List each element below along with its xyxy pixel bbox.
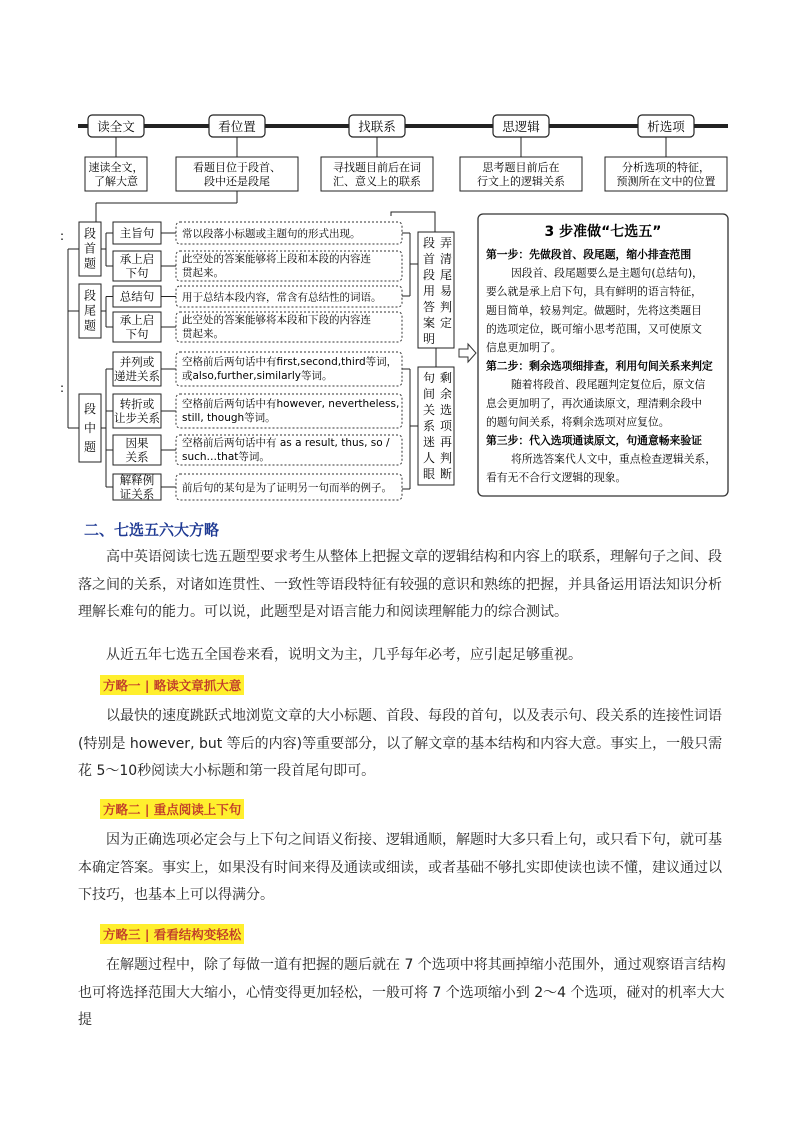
row-desc-line: such…that等词。 bbox=[182, 451, 270, 463]
panel-line: 看有无不合行文逻辑的现象。 bbox=[486, 471, 627, 485]
row-label: 并列或 bbox=[119, 355, 155, 369]
side-note-char: 选 bbox=[439, 403, 453, 417]
group-label-char: 段 bbox=[83, 226, 97, 241]
margin-mark: : bbox=[60, 381, 65, 395]
group-label-char: 题 bbox=[83, 256, 97, 271]
row-label: 递进关系 bbox=[114, 369, 160, 383]
arrow-icon bbox=[459, 344, 476, 362]
row-label: 总结句 bbox=[119, 289, 155, 304]
group-label-char: 中 bbox=[83, 420, 97, 435]
step-desc-line: 了解大意 bbox=[94, 175, 138, 188]
row-desc-line: 贯起来。 bbox=[182, 267, 224, 279]
panel-line: 第一步：先做段首、段尾题，缩小排查范围 bbox=[486, 248, 692, 261]
panel-line: 因段首、段尾题要么是主题句(总结句)， bbox=[511, 266, 703, 280]
side-note-char: 间 bbox=[422, 387, 436, 401]
group-label-char: 首 bbox=[83, 241, 97, 256]
group-label-char: 段 bbox=[83, 402, 97, 416]
step-label: 读全文 bbox=[97, 119, 135, 134]
panel-line: 题目简单，较易判定。做题时，先将这类题目 bbox=[486, 303, 702, 317]
row-desc-line: 此空处的答案能够将上段和本段的内容连 bbox=[182, 253, 371, 265]
panel-line: 息会更加明了，再次通读原文，理清剩余段中 bbox=[486, 396, 702, 410]
panel-line: 的题句间关系，将剩余选项对应复位。 bbox=[486, 415, 670, 429]
row-desc-line: 此空处的答案能够将本段和下段的内容连 bbox=[182, 314, 371, 326]
row-label: 让步关系 bbox=[114, 411, 160, 425]
panel-line: 将所选答案代人文中，重点检查逻辑关系， bbox=[511, 452, 717, 466]
panel-line: 随着将段首、段尾题判定复位后，原文信 bbox=[511, 378, 706, 392]
side-note-char: 弄 bbox=[439, 236, 453, 250]
row-label: 转折或 bbox=[119, 397, 155, 411]
side-note-char: 项 bbox=[439, 419, 453, 433]
step-desc-line: 预测所在文中的位置 bbox=[616, 175, 716, 188]
row-label: 因果 bbox=[125, 436, 149, 450]
step-desc-line: 寻找题目前后在词 bbox=[333, 161, 421, 174]
strategy-text: 因为正确选项必定会与上下句之间语义衔接、逻辑通顺，解题时大多只看上句，或只看下句，就可基本确定答案。事实上，如果没有时间来得及通读或细读，或者基础不够扎实即使读也读不懂，建议通过以下技巧，也基本上可以得满分。 bbox=[78, 832, 722, 903]
group-label-char: 题 bbox=[83, 439, 97, 454]
side-note-char: 用 bbox=[422, 284, 436, 298]
side-note-char: 系 bbox=[422, 419, 436, 433]
side-note-char: 剩 bbox=[439, 371, 453, 385]
strategy-text: 以最快的速度跳跃式地浏览文章的大小标题、首段、每段的首句，以及表示句、段关系的连接性词语(特别是 however, but 等后的内容)等重要部分，以了解文章的基本结构和内容大意。事实上，一般只需花 5～10秒阅读大小标题和第一段首尾句即可。 bbox=[78, 708, 723, 779]
step-desc-line: 行文上的逻辑关系 bbox=[477, 175, 565, 188]
intro-paragraph: 从近五年七选五全国卷来看，说明文为主，几乎每年必考，应引起足够重视。 bbox=[106, 647, 582, 663]
side-note-char: 段 bbox=[422, 236, 436, 250]
side-note-char: 答 bbox=[422, 300, 436, 314]
row-desc-line: 用于总结本段内容，常含有总结性的词语。 bbox=[182, 291, 382, 304]
side-note-char: 首 bbox=[422, 252, 436, 266]
side-note-char: 余 bbox=[439, 387, 453, 401]
step-desc-line: 段中还是段尾 bbox=[204, 175, 270, 188]
row-label: 关系 bbox=[125, 450, 149, 464]
side-note-char: 尾 bbox=[439, 268, 453, 282]
strategy-text: 在解题过程中，除了每做一道有把握的题后就在 7 个选项中将其画掉缩小范围外，通过观察语言结构也可将选择范围大大缩小，心情变得更加轻松，一般可将 7 个选项缩小到 2～4 个选项，碰对的机率大大提 bbox=[78, 957, 726, 1028]
side-note-char: 明 bbox=[422, 332, 436, 346]
panel-line: 的选项定位，既可缩小思考范围，又可使原文 bbox=[486, 322, 702, 336]
panel-line: 信息更加明了。 bbox=[486, 341, 562, 354]
step-label: 思逻辑 bbox=[502, 119, 540, 134]
group-label-char: 段 bbox=[83, 288, 97, 303]
step-desc-line: 速读全文， bbox=[88, 161, 144, 174]
side-note-char: 人 bbox=[422, 451, 436, 465]
strategy-title: 方略二 | 重点阅读上下句 bbox=[100, 799, 244, 819]
panel-line: 第二步：剩余选项细排查，利用句间关系来判定 bbox=[486, 359, 713, 373]
step-desc-line: 看题目位于段首、 bbox=[193, 161, 281, 174]
side-note-char: 迷 bbox=[422, 435, 436, 449]
panel-line: 第三步：代入选项通读原文，句通意畅来验证 bbox=[486, 434, 702, 447]
step-desc-line: 分析选项的特征， bbox=[622, 161, 710, 174]
row-desc-line: 贯起来。 bbox=[182, 328, 224, 340]
step-label: 析选项 bbox=[647, 119, 685, 134]
strategy-title: 方略三 | 看看结构变轻松 bbox=[100, 924, 244, 944]
row-label: 主旨句 bbox=[119, 226, 155, 240]
row-label: 解释例 bbox=[119, 473, 155, 487]
side-note-char: 断 bbox=[439, 467, 453, 481]
side-note-char: 清 bbox=[439, 252, 453, 266]
row-desc-line: 或also,further,similarly等词。 bbox=[182, 370, 333, 382]
side-note-char: 句 bbox=[422, 371, 436, 385]
strategy-title: 方略一 | 略读文章抓大意 bbox=[100, 675, 244, 695]
side-note-char: 易 bbox=[439, 284, 453, 298]
row-label: 承上启 bbox=[119, 252, 155, 266]
side-note-char: 再 bbox=[439, 435, 453, 449]
group-label-char: 题 bbox=[83, 318, 97, 333]
section-title: 二、七选五六大方略 bbox=[84, 521, 220, 539]
side-note-char: 关 bbox=[422, 403, 436, 417]
side-note-char: 判 bbox=[439, 300, 453, 314]
side-note-char: 判 bbox=[439, 451, 453, 465]
row-label: 下句 bbox=[125, 266, 149, 280]
step-desc-line: 思考题目前后在 bbox=[482, 161, 560, 174]
panel-line: 要么就是承上启下句，具有鲜明的语言特征， bbox=[486, 285, 702, 299]
row-desc-line: 空格前后两句话中有 as a result, thus, so / bbox=[182, 437, 390, 449]
group-label-char: 尾 bbox=[83, 303, 97, 318]
side-note-char: 定 bbox=[439, 316, 453, 330]
strategy-diagram bbox=[0, 0, 794, 500]
panel-title: 3 步准做“七选五” bbox=[544, 224, 662, 240]
step-label: 找联系 bbox=[358, 119, 396, 134]
row-desc-line: 空格前后两句话中有first,second,third等词， bbox=[182, 356, 398, 368]
row-desc-line: 常以段落小标题或主题句的形式出现。 bbox=[182, 228, 361, 240]
row-label: 证关系 bbox=[119, 487, 155, 501]
row-desc-line: still, though等词。 bbox=[182, 412, 276, 424]
row-label: 承上启 bbox=[119, 313, 155, 327]
intro-paragraph: 高中英语阅读七选五题型要求考生从整体上把握文章的逻辑结构和内容上的联系，理解句子之间、段落之间的关系，对诸如连贯性、一致性等语段特征有较强的意识和熟练的把握，并具备运用语法知识分析理解长难句的能力。可以说，此题型是对语言能力和阅读理解能力的综合测试。 bbox=[78, 549, 722, 620]
row-desc-line: 空格前后两句话中有however, nevertheless, bbox=[182, 398, 400, 410]
side-note-char: 眼 bbox=[422, 467, 436, 481]
margin-mark: : bbox=[60, 229, 65, 243]
row-desc-line: 前后句的某句是为了证明另一句而举的例子。 bbox=[182, 482, 392, 494]
row-label: 下句 bbox=[125, 327, 149, 341]
side-note-char: 段 bbox=[422, 268, 436, 282]
step-label: 看位置 bbox=[218, 119, 256, 134]
side-note-char: 案 bbox=[422, 316, 436, 330]
step-desc-line: 汇、意义上的联系 bbox=[333, 175, 421, 188]
